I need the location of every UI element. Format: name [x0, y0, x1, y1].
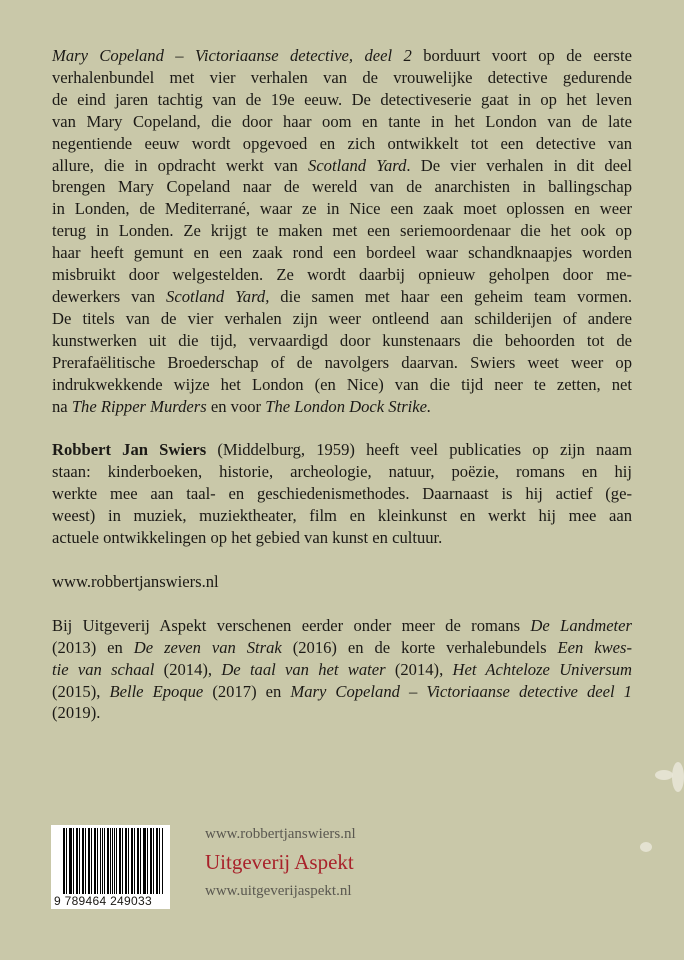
text-segment[interactable]: www.robbertjanswiers.nl [52, 571, 219, 591]
barcode-bar [104, 828, 105, 894]
italic-title: Belle Epoque [109, 681, 204, 701]
text-line [52, 571, 632, 593]
text-line [52, 67, 632, 89]
back-cover-text [52, 45, 632, 746]
text-segment: weest) in muziek, muziektheater, film en kleinkunst en werkt hij mee aan [52, 506, 632, 526]
text-segment: Prerafaëlitische Broederschap of de navolgers daarvan. Swiers weet weer op [52, 352, 632, 372]
text-line [52, 396, 632, 418]
text-line [52, 637, 632, 659]
text-segment: (2014), [154, 659, 222, 679]
text-line [52, 242, 632, 264]
barcode-bar [85, 828, 86, 894]
italic-title: Mary Copeland – Victoriaanse detective deel 1 [290, 681, 632, 701]
text-segment: misbruikt door welgestelden. Ze wordt daarbij opnieuw geholpen door me- [52, 265, 632, 285]
paragraph [52, 45, 632, 417]
text-line [52, 374, 632, 396]
publisher-block [205, 826, 356, 909]
publisher-name: Uitgeverij Aspekt [205, 850, 354, 874]
barcode-bar [157, 828, 158, 894]
text-segment: terug in Londen. Ze krijgt te maken met een seriemoordenaar die het ook op [52, 221, 632, 241]
text-segment: borduurt voort op de eerste [411, 46, 632, 65]
isbn-barcode [51, 825, 170, 909]
text-segment: allure, die in opdracht werkt van [52, 155, 309, 175]
text-line [52, 264, 632, 286]
paper-stain [672, 762, 684, 792]
text-segment: (2016) en de korte verhalebundels [281, 637, 558, 657]
barcode-bar [116, 828, 117, 894]
text-line [52, 527, 632, 549]
text-line [52, 111, 632, 133]
barcode-bar [134, 828, 135, 894]
italic-title: Mary Copeland – Victoriaanse detective, deel 2 [52, 46, 412, 65]
text-segment: Bij Uitgeverij Aspekt verschenen eerder onder meer de romans [52, 615, 531, 635]
italic-title: The London Dock Strike. [265, 396, 432, 416]
text-segment: actuele ontwikkelingen op het gebied van kunst en cultuur. [52, 528, 443, 548]
barcode-bars [63, 828, 163, 894]
italic-title: Een kwes- [557, 637, 633, 657]
text-segment: die samen met haar een geheim team vormen. [269, 286, 632, 306]
text-segment: staan: kinderboeken, historie, archeologie, natuur, poëzie, romans en hij [52, 462, 632, 482]
italic-title: De Landmeter [530, 615, 632, 635]
text-line [52, 615, 632, 637]
text-line [52, 483, 632, 505]
text-line [52, 439, 632, 461]
text-line [52, 220, 632, 242]
text-line [52, 198, 632, 220]
text-line [52, 702, 632, 724]
text-segment: . De vier verhalen in dit deel [406, 155, 633, 175]
paragraph [52, 439, 632, 549]
text-segment: indrukwekkende wijze het London (en Nice) van die tijd neer te zetten, net [52, 374, 632, 394]
barcode-bar [122, 828, 123, 894]
text-line [52, 659, 632, 681]
paragraph [52, 571, 632, 593]
paper-stain [655, 770, 673, 780]
text-segment: werkte mee aan taal- en geschiedenismethodes. Daarnaast is hij actief (ge- [52, 484, 632, 504]
barcode-bar [70, 828, 71, 894]
italic-title: tie van schaal [52, 659, 155, 679]
italic-title: Scotland Yard, [166, 286, 270, 306]
barcode-bar [79, 828, 80, 894]
barcode-bar [128, 828, 129, 894]
text-line [52, 330, 632, 352]
text-segment: (2019). [52, 703, 101, 723]
barcode-bar [97, 828, 98, 894]
italic-title: Scotland Yard [308, 155, 407, 175]
publisher-website[interactable]: www.uitgeverijaspekt.nl [205, 883, 352, 899]
barcode-bar [91, 828, 92, 894]
isbn-number: 9 789464 249033 [54, 894, 152, 908]
text-segment: en voor [206, 396, 266, 416]
text-segment: in Londen, de Mediterrané, waar ze in Nice een zaak moet oplossen en weer [52, 199, 632, 219]
barcode-bar [132, 828, 133, 894]
text-line [52, 176, 632, 198]
text-segment: na [52, 396, 72, 416]
text-segment: (2017) en [203, 681, 291, 701]
text-line [52, 461, 632, 483]
barcode-bar [144, 828, 145, 894]
text-line [52, 352, 632, 374]
text-line [52, 89, 632, 111]
author-website[interactable]: www.robbertjanswiers.nl [205, 826, 356, 842]
text-segment: negentiende eeuw wordt opgevoed en zich ontwikkelt tot een detective van [52, 133, 632, 153]
text-line [52, 133, 632, 155]
italic-title: De taal van het water [221, 659, 386, 679]
text-segment: (2013) en [52, 637, 134, 657]
text-segment: de eind jaren tachtig van de 19e eeuw. De detectiveserie gaat in op het leven [52, 89, 632, 109]
text-line [52, 286, 632, 308]
text-segment: verhalenbundel met vier verhalen van de vrouwelijke detective gedurende [52, 67, 632, 87]
text-segment: brengen Mary Copeland naar de wereld van de anarchisten in ballingschap [52, 177, 632, 197]
text-segment: (2015), [52, 681, 110, 701]
text-segment: kunstwerken uit die tijd, vervaardigd door kunstenaars die behoorden tot de [52, 330, 632, 350]
text-line [52, 681, 632, 703]
italic-title: De zeven van Strak [133, 637, 282, 657]
text-line [52, 155, 632, 177]
text-segment: haar heeft gemunt en een zaak rond een bordeel waar schandknaapjes worden [52, 243, 632, 263]
author-name: Robbert Jan Swiers [52, 440, 207, 460]
text-segment: (2014), [385, 659, 453, 679]
paragraph [52, 615, 632, 725]
italic-title: Het Achteloze Universum [452, 659, 633, 679]
barcode-bar [114, 828, 115, 894]
text-line [52, 45, 632, 67]
text-segment: (Middelburg, 1959) heeft veel publicaties op zijn naam [206, 440, 632, 460]
barcode-bar [151, 828, 152, 894]
barcode-bar [162, 828, 163, 894]
text-segment: dewerkers van [52, 286, 167, 306]
paper-stain [640, 842, 652, 852]
text-line [52, 308, 632, 330]
text-segment: van Mary Copeland, die door haar oom en tante in het London van de late [52, 111, 632, 131]
italic-title: The Ripper Murders [71, 396, 207, 416]
text-segment: De titels van de vier verhalen zijn weer ontleend aan schilderijen of andere [52, 308, 632, 328]
text-line [52, 505, 632, 527]
